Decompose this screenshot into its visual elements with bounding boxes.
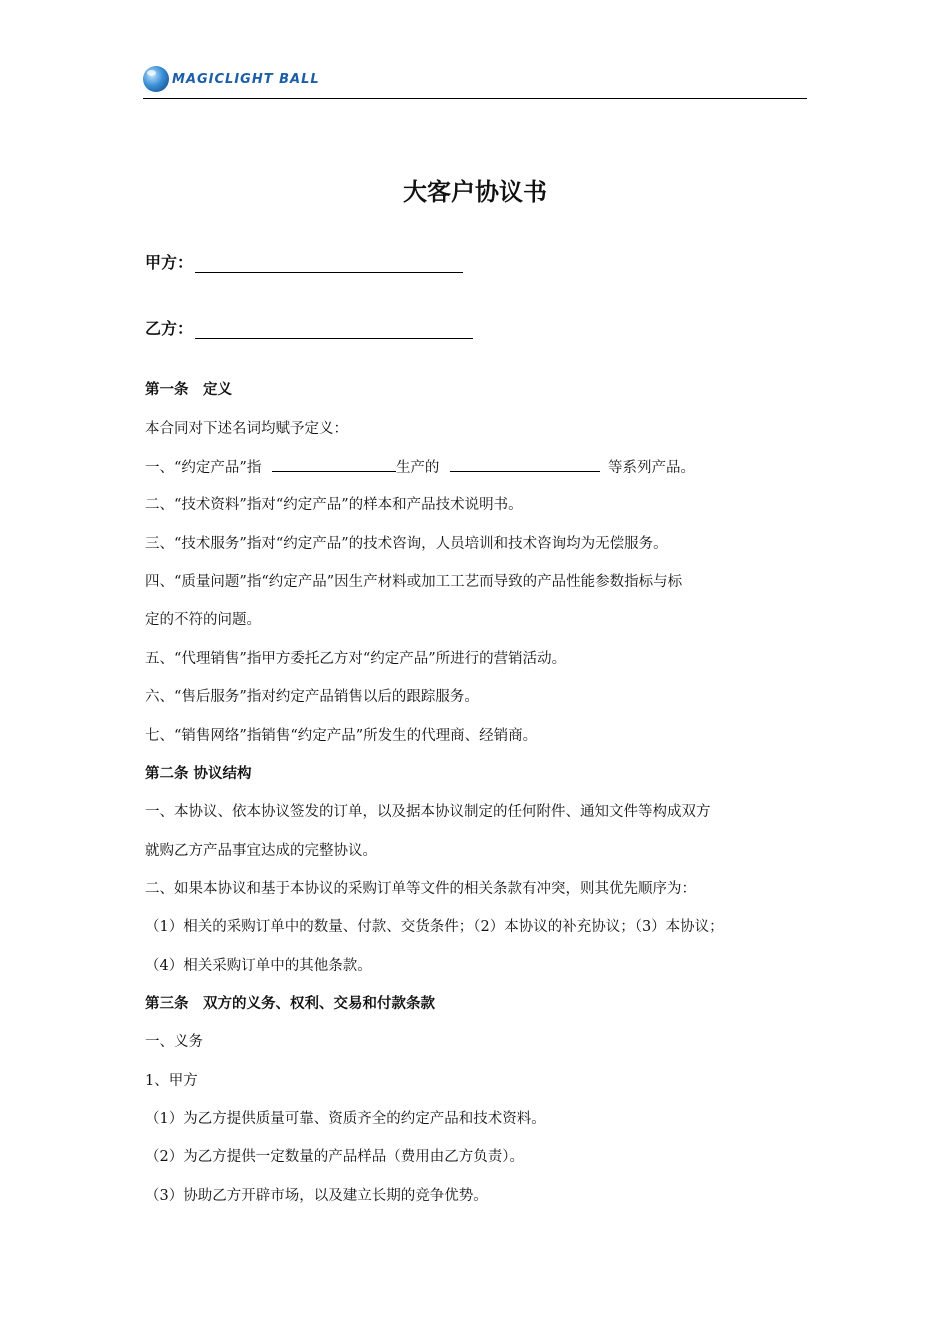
article1-item1: 一、“约定产品”指 生产的 等系列产品。 <box>145 457 695 478</box>
company-logo <box>143 62 320 96</box>
party-b-line <box>145 316 473 339</box>
article2-item1-line2: 就购乙方产品事宜达成的完整协议。 <box>145 843 377 859</box>
party-b-blank[interactable] <box>195 320 473 339</box>
article3-item1: （1）为乙方提供质量可靠、资质齐全的约定产品和技术资料。 <box>145 1111 546 1127</box>
party-a-blank[interactable] <box>195 254 463 273</box>
article2-item1-line1: 一、本协议、依本协议签发的订单，以及据本协议制定的任何附件、通知文件等构成双方 <box>145 804 711 820</box>
product-series-blank[interactable] <box>450 457 600 472</box>
article1-item5: 五、“代理销售”指甲方委托乙方对“约定产品”所进行的营销活动。 <box>145 651 567 667</box>
article3-item3: （3）协助乙方开辟市场，以及建立长期的竞争优势。 <box>145 1188 488 1204</box>
article1-item3: 三、“技术服务”指对“约定产品”的技术咨询，人员培训和技术咨询均为无偿服务。 <box>145 536 668 552</box>
product-maker-blank[interactable] <box>272 457 396 472</box>
party-a-label: 甲方： <box>145 253 194 272</box>
party-a-line <box>145 250 463 273</box>
logo-ball-icon <box>143 66 169 92</box>
header-divider <box>143 98 807 99</box>
article1-intro: 本合同对下述名词均赋予定义： <box>145 421 348 437</box>
article3-heading: 第三条 双方的义务、权利、交易和付款条款 <box>145 996 435 1012</box>
document-title: 大客户协议书 <box>403 178 547 206</box>
article3-sub2: 1、甲方 <box>145 1073 198 1089</box>
article2-heading: 第二条 协议结构 <box>145 766 252 782</box>
article1-item2: 二、“技术资料”指对“约定产品”的样本和产品技术说明书。 <box>145 497 523 513</box>
page-header <box>143 62 807 100</box>
logo-text: MAGICLIGHT BALL <box>172 71 320 87</box>
article1-item4-line1: 四、“质量问题”指“约定产品”因生产材料或加工工艺而导致的产品性能参数指标与标 <box>145 574 683 590</box>
article1-item7: 七、“销售网络”指销售“约定产品”所发生的代理商、经销商。 <box>145 728 538 744</box>
article2-order-line2: （4）相关采购订单中的其他条款。 <box>145 958 372 974</box>
article1-item4-line2: 定的不符的问题。 <box>145 612 261 628</box>
article2-item2: 二、如果本协议和基于本协议的采购订单等文件的相关条款有冲突，则其优先顺序为： <box>145 881 696 897</box>
article1-heading: 第一条 定义 <box>145 382 232 398</box>
article3-item2: （2）为乙方提供一定数量的产品样品（费用由乙方负责）。 <box>145 1149 524 1165</box>
article2-order-line1: （1）相关的采购订单中的数量、付款、交货条件；（2）本协议的补充协议；（3）本协议； <box>145 919 724 935</box>
article1-item6: 六、“售后服务”指对约定产品销售以后的跟踪服务。 <box>145 689 479 705</box>
party-b-label: 乙方： <box>145 319 194 338</box>
article3-sub1: 一、义务 <box>145 1034 203 1050</box>
